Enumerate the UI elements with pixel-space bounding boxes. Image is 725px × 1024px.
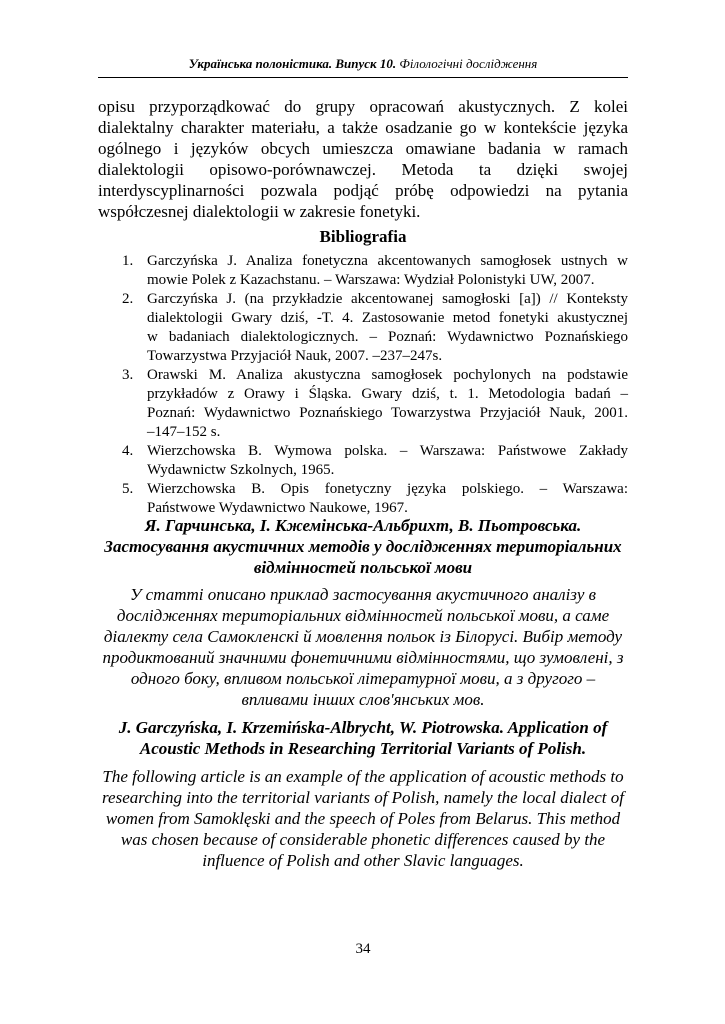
abstract-line: The following article is an example of the application of acoustic methods to (102, 767, 624, 786)
body-line: współczesnej dialektologii w zakresie fonetyki. (98, 202, 421, 221)
abstract-line: researching into the territorial variants of Polish, namely the local dialect of (102, 788, 624, 807)
title-line: J. Garczyńska, I. Krzemińska-Albrycht, W. Piotrowska. Application of (118, 718, 608, 737)
journal-title: Українська полоністика. Випуск 10. (188, 56, 397, 71)
english-abstract (98, 766, 628, 871)
body-line: interdyscyplinarności pozwala podjąć próbę odpowiedzi na pytania (98, 181, 628, 200)
item-line: Poznań: Wydawnictwo Poznańskiego Towarzystwa Przyjaciół Nauk, 2001. (147, 405, 628, 421)
journal-section: Філологічні дослідження (399, 56, 538, 71)
item-line: –147–152 s. (147, 424, 221, 440)
abstract-line: продиктований значними фонетичними відмінностями, що зумовлені, з (102, 648, 624, 667)
body-line: ogólnego i języków obcych umieszcza omawiane badania w ramach (98, 139, 628, 158)
bibliography-list (98, 252, 628, 518)
title-line: Acoustic Methods in Researching Territorial Variants of Polish. (139, 739, 587, 758)
bibliography-heading: Bibliografia (319, 227, 407, 246)
item-line: Państwowe Wydawnictwo Naukowe, 1967. (147, 500, 408, 516)
title-line: Я. Гарчинська, І. Кжемінська-Альбрихт, В. Пьотровська. (144, 516, 582, 535)
bibliography-item (98, 480, 628, 518)
abstract-line: впливами інших слов'янських мов. (241, 690, 485, 709)
bibliography-item (98, 290, 628, 366)
item-line: Towarzystwa Przyjaciół Nauk, 2007. –237–247s. (147, 348, 443, 364)
bibliography-item (98, 442, 628, 480)
item-line: dialektologii Gwary dziś, -T. 4. Zastosowanie metod fonetyki akustycznej (147, 310, 628, 326)
header-divider (98, 77, 628, 78)
item-line: mowie Polek z Kazachstanu. – Warszawa: Wydział Polonistyki UW, 2007. (147, 272, 595, 288)
abstract-line: У статті описано приклад застосування акустичного аналізу в (129, 585, 596, 604)
body-line: opisu przyporządkować do grupy opracowań akustycznych. Z kolei (98, 97, 628, 116)
item-number: 1. (122, 253, 134, 269)
title-line: відмінностей польської мови (253, 558, 473, 577)
title-line: Застосування акустичних методів у дослідженнях територіальних (104, 537, 622, 556)
item-number: 3. (122, 367, 134, 383)
body-line: dialektalny charakter materiału, a także osadzanie go w kontekście języka (98, 118, 628, 137)
item-number: 2. (122, 291, 134, 307)
abstract-line: influence of Polish and other Slavic languages. (202, 851, 524, 870)
bibliography-item (98, 366, 628, 442)
english-summary-title (98, 717, 628, 759)
item-number: 5. (122, 481, 134, 497)
item-line: Garczyńska J. Analiza fonetyczna akcentowanych samogłosek ustnych w (147, 253, 628, 269)
ukrainian-abstract (98, 584, 628, 710)
abstract-line: women from Samoklęski and the speech of Poles from Belarus. This method (105, 809, 621, 828)
item-line: w badaniach dialektologicznych. – Poznań: Wydawnictwo Poznańskiego (147, 329, 628, 345)
body-line: dialektologii opisowo-porównawczej. Metoda ta dzięki swojej (98, 160, 628, 179)
item-line: Orawski M. Analiza akustyczna samogłosek pochylonych na podstawie (147, 367, 628, 383)
page-number: 34 (355, 941, 371, 957)
abstract-line: діалекту села Самокленскі й мовлення польок із Білорусі. Вибір методу (103, 627, 623, 646)
abstract-line: одного боку, впливом польської літературної мови, а з другого – (130, 669, 596, 688)
ukrainian-summary-title (98, 515, 628, 578)
abstract-line: дослідженнях територіальних відмінностей польської мови, а саме (116, 606, 610, 625)
body-paragraph (98, 96, 628, 222)
running-header (98, 56, 628, 72)
item-line: Garczyńska J. (na przykładzie akcentowanej samogłoski [a]) // Konteksty (147, 291, 628, 307)
item-line: Wydawnictw Szkolnych, 1965. (147, 462, 335, 478)
item-line: przykładów z Orawy i Śląska. Gwary dziś, t. 1. Metodologia badań – (147, 386, 628, 402)
bibliography-item (98, 252, 628, 290)
item-number: 4. (122, 443, 134, 459)
abstract-line: was chosen because of considerable phonetic differences caused by the (120, 830, 606, 849)
item-line: Wierzchowska B. Wymowa polska. – Warszawa: Państwowe Zakłady (147, 443, 628, 459)
item-line: Wierzchowska B. Opis fonetyczny języka polskiego. – Warszawa: (147, 481, 628, 497)
